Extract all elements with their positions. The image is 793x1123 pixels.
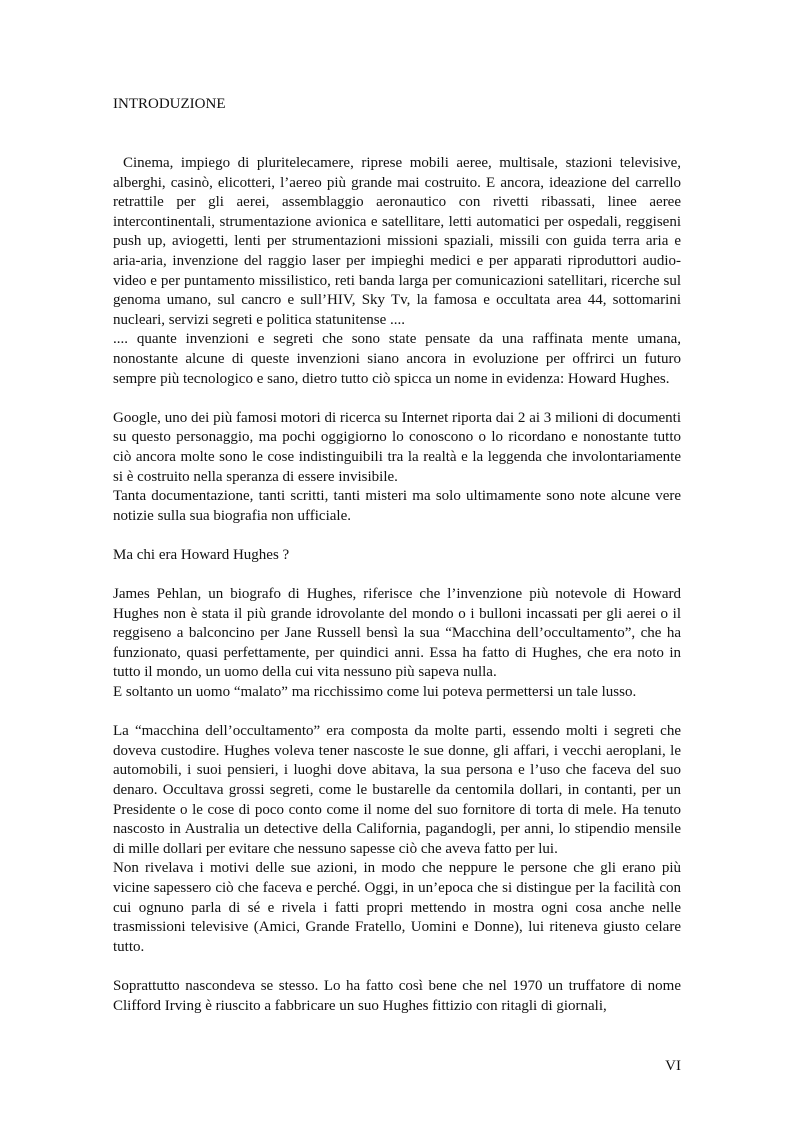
paragraph-nascondeva: Soprattutto nascondeva se stesso. Lo ha fatto così bene che nel 1970 un truffatore di nome Clifford Irving è riuscito a fabbricare un suo Hughes fittizio con ritagli di giornali, xyxy=(113,977,681,1014)
document-page xyxy=(113,94,681,1016)
paragraph-macchina: La “macchina dell’occultamento” era composta da molte parti, essendo molti i segreti che doveva custodire. Hughes voleva tener nascoste le sue donne, gli affari, i vecchi aeroplani, le automobili, i suoi pensieri, i luoghi dove abitava, la sua persona e l’uso che faceva del suo denaro. Occultava grossi segreti, come le bustarelle da centomila dollari, in contanti, per un Presidente o le cose di poco conto come il nome del suo fornitore di torta di mele. Ha tenuto nascosto in Australia un detective della California, pagandogli, per anni, lo stipendio mensile di mille dollari per evitare che nessuno sapesse ciò che aveva fatto per lui. xyxy=(113,723,681,857)
section-heading: INTRODUZIONE xyxy=(113,96,226,112)
paragraph-gap xyxy=(113,526,681,546)
paragraph-gap xyxy=(113,957,681,977)
paragraph-pehlan: James Pehlan, un biografo di Hughes, riferisce che l’invenzione più notevole di Howard Hughes non è stata il più grande idrovolante del mondo o i bulloni incassati per gli aerei o il reggiseno a balconcino per Jane Russell bensì la sua “Macchina dell’occultamento”, che ha funzionato, quasi perfettamente, per quindici anni. Essa ha fatto di Hughes, che era noto in tutto il mondo, un uomo della cui vita nessuno più sapeva nulla. xyxy=(113,586,681,681)
paragraph-documentation: Tanta documentazione, tanti scritti, tanti misteri ma solo ultimamente sono note alcune vere notizie sulla sua biografia non ufficiale. xyxy=(113,488,681,524)
paragraph-gap xyxy=(113,703,681,723)
paragraph-motivi: Non rivelava i motivi delle sue azioni, in modo che neppure le persone che gli erano più vicine sapessero ciò che faceva e perché. Oggi, in un’epoca che si distingue per la facilità con cui ognuno parla di sé e rivela i fatti propri mettendo in mostra ogni cosa anche nelle trasmissioni televisive (Amici, Grande Fratello, Uomini e Donne), lui riteneva giusto celare tutto. xyxy=(113,860,681,955)
paragraph-inventions-list: Cinema, impiego di pluritelecamere, riprese mobili aeree, multisale, stazioni televisive, alberghi, casinò, elicotteri, l’aereo più grande mai costruito. E ancora, ideazione del carrello retrattile per gli aerei, assemblaggio aeronautico con rivetti ribassati, linee aeree intercontinentali, strumentazione avionica e satellitare, letti automatici per ospedali, reggiseni push up, aviogetti, lenti per strumentazioni missioni spaziali, missili con guida terra aria e aria-aria, invenzione del raggio laser per impieghi medici e per apparati riproduttori audio-video e per puntamento missilistico, reti banda larga per comunicazioni satellitari, ricerche sul genoma umano, sul cancro e sull’HIV, Sky Tv, la famosa e occultata area 44, sottomarini nucleari, servizi segreti e politica statunitense .... xyxy=(113,155,681,328)
paragraph-gap xyxy=(113,565,681,585)
paragraph-malato: E soltanto un uomo “malato” ma ricchissimo come lui poteva permettersi un tale lusso. xyxy=(113,684,637,701)
paragraph-gap xyxy=(113,389,681,409)
paragraph-question: Ma chi era Howard Hughes ? xyxy=(113,546,290,563)
paragraph-howard-hughes: .... quante invenzioni e segreti che sono state pensate da una raffinata mente umana, nonostante alcune di queste invenzioni siano ancora in evoluzione per offrirci un futuro sempre più tecnologico e sano, dietro tutto ciò spicca un nome in evidenza: Howard Hughes. xyxy=(113,331,681,387)
paragraph-google: Google, uno dei più famosi motori di ricerca su Internet riporta dai 2 ai 3 milioni di documenti su questo personaggio, ma pochi oggigiorno lo conoscono o lo ricordano e nonostante tutto ciò ancora molte sono le cose indistinguibili tra la realtà e la leggenda che involontariamente si è costruito nella speranza di essere invisibile. xyxy=(113,409,681,485)
page-number: VI xyxy=(665,1058,681,1074)
